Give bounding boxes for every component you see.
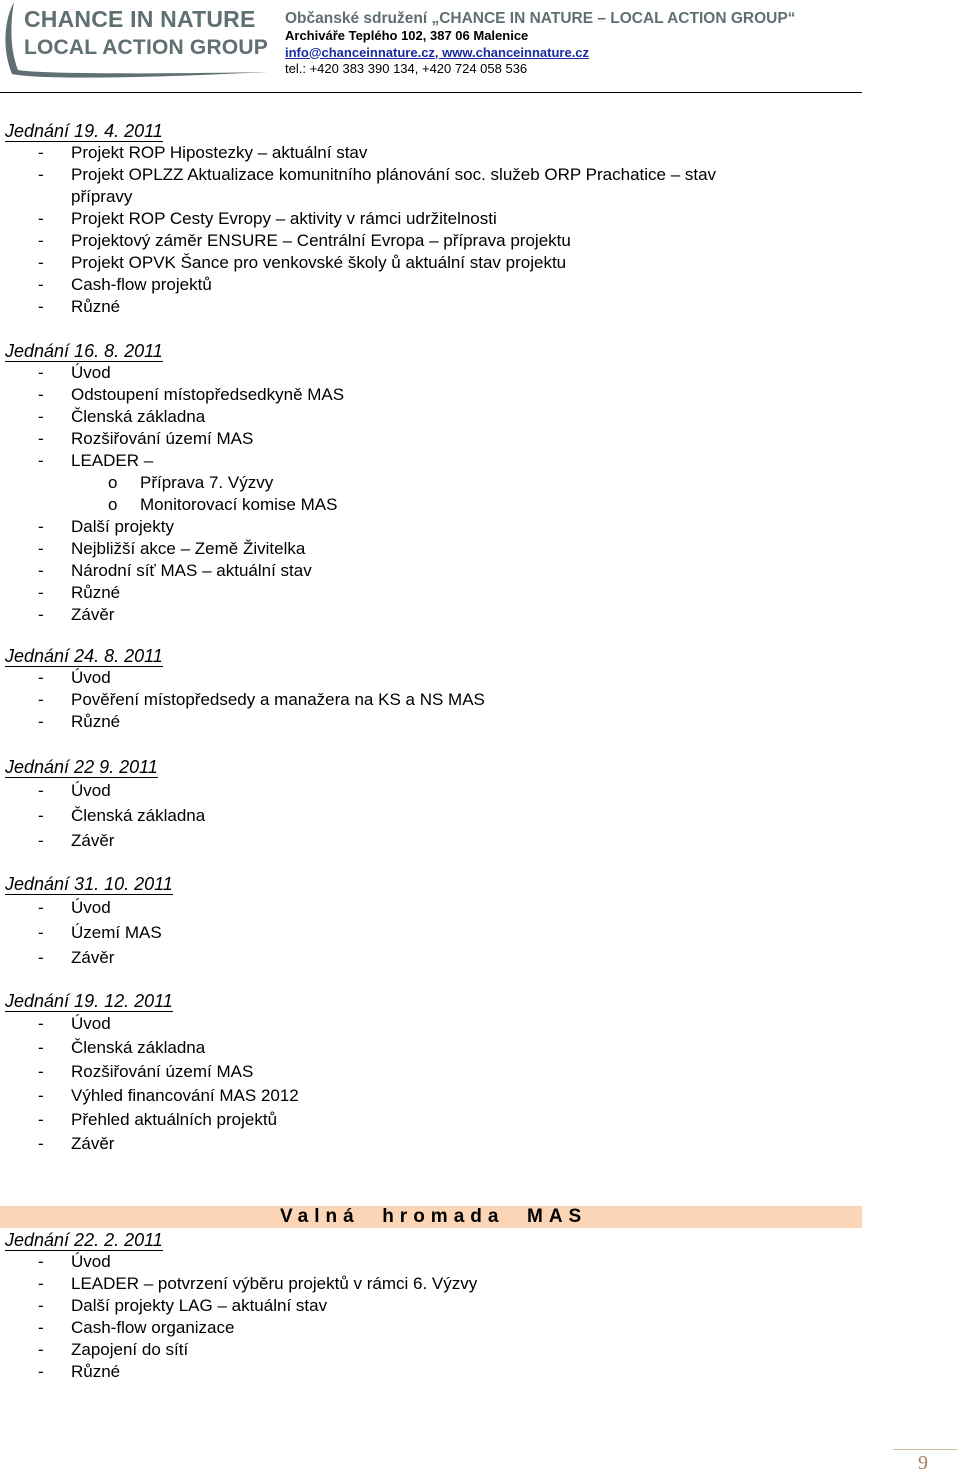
agenda-item: - Úvod	[38, 1252, 111, 1271]
agenda-item: - Další projekty	[38, 517, 174, 536]
organization-info	[285, 9, 795, 78]
contact-phone: tel.: +420 383 390 134, +420 724 058 536	[285, 61, 528, 76]
agenda-item: - Úvod	[38, 781, 111, 800]
meeting-heading: Jednání 19. 4. 2011	[5, 121, 163, 141]
meeting-section	[5, 991, 860, 1156]
agenda-item: - Členská základna	[38, 407, 206, 426]
agenda-item: - Závěr	[38, 1134, 115, 1153]
meeting-section	[5, 341, 860, 626]
agenda-item: - Úvod	[38, 898, 111, 917]
agenda-item: - Výhled financování MAS 2012	[38, 1086, 299, 1105]
agenda-item: - LEADER – potvrzení výběru projektů v rámci 6. Výzvy	[38, 1274, 478, 1293]
agenda-item: - Projekt OPLZZ Aktualizace komunitního plánování soc. služeb ORP Prachatice – stav	[38, 165, 717, 184]
agenda-item: - Národní síť MAS – aktuální stav	[38, 561, 312, 580]
agenda-item: - Různé	[38, 583, 121, 602]
agenda-item: - Odstoupení místopředsedkyně MAS	[38, 385, 345, 404]
agenda-item: - Projektový záměr ENSURE – Centrální Evropa – příprava projektu	[38, 231, 571, 250]
agenda-item: - Různé	[38, 712, 121, 731]
agenda-item: - Rozšiřování území MAS	[38, 1062, 254, 1081]
agenda-item: - Úvod	[38, 1014, 111, 1033]
agenda-item: - Cash-flow organizace	[38, 1318, 235, 1337]
agenda-item: - Nejbližší akce – Země Živitelka	[38, 539, 306, 558]
agenda-item: - Členská základna	[38, 806, 206, 825]
general-assembly-title: Valná hromada MAS	[280, 1206, 588, 1227]
agenda-item: - Další projekty LAG – aktuální stav	[38, 1296, 328, 1315]
agenda-item: - Projekt ROP Cesty Evropy – aktivity v rámci udržitelnosti	[38, 209, 497, 228]
agenda-item: - Rozšiřování území MAS	[38, 429, 254, 448]
agenda-item-continuation: přípravy	[71, 187, 133, 206]
meeting-heading: Jednání 24. 8. 2011	[5, 646, 163, 666]
organization-logo	[0, 0, 272, 80]
header-divider	[0, 92, 862, 93]
agenda-item: - Členská základna	[38, 1038, 206, 1057]
page-header	[0, 0, 960, 100]
agenda-item: - Cash-flow projektů	[38, 275, 212, 294]
meeting-heading: Jednání 22 9. 2011	[5, 757, 158, 777]
agenda-item: - Zapojení do sítí	[38, 1340, 189, 1359]
agenda-item: - Projekt OPVK Šance pro venkovské školy ů aktuální stav projektu	[38, 253, 567, 272]
meeting-heading: Jednání 16. 8. 2011	[5, 341, 163, 361]
page-number-rule	[893, 1449, 957, 1450]
agenda-subitem: o Monitorovací komise MAS	[108, 495, 338, 514]
agenda-item: - Různé	[38, 297, 121, 316]
agenda-item: - Území MAS	[38, 923, 162, 942]
agenda-item: - Závěr	[38, 605, 115, 624]
contact-links[interactable]: info@chanceinnature.cz, www.chanceinnature.cz	[285, 44, 590, 60]
meeting-heading: Jednání 22. 2. 2011	[5, 1230, 163, 1250]
agenda-item: - Různé	[38, 1362, 121, 1381]
agenda-item: - Pověření místopředsedy a manažera na KS a NS MAS	[38, 690, 485, 709]
page-number: 9	[918, 1452, 928, 1474]
logo-text-line1: CHANCE IN NATURE	[24, 6, 256, 32]
agenda-item: - Závěr	[38, 948, 115, 967]
agenda-item: - Přehled aktuálních projektů	[38, 1110, 278, 1129]
agenda-item: - Závěr	[38, 831, 115, 850]
meeting-heading: Jednání 31. 10. 2011	[5, 874, 173, 894]
organization-name: Občanské sdružení „CHANCE IN NATURE – LOCAL ACTION GROUP“	[285, 10, 796, 27]
meeting-heading: Jednání 19. 12. 2011	[5, 991, 173, 1011]
agenda-item: - LEADER –	[38, 451, 154, 470]
logo-text-line2: LOCAL ACTION GROUP	[24, 36, 268, 59]
meeting-section	[5, 121, 860, 318]
agenda-item: - Úvod	[38, 363, 111, 382]
agenda-item: - Projekt ROP Hipostezky – aktuální stav	[38, 143, 368, 162]
agenda-subitem: o Příprava 7. Výzvy	[108, 473, 274, 492]
meeting-section	[5, 874, 860, 970]
meeting-section	[5, 646, 860, 733]
meeting-section	[5, 757, 860, 853]
agenda-item: - Úvod	[38, 668, 111, 687]
organization-address: Archiváře Teplého 102, 387 06 Malenice	[285, 28, 529, 43]
meeting-section	[5, 1230, 860, 1383]
